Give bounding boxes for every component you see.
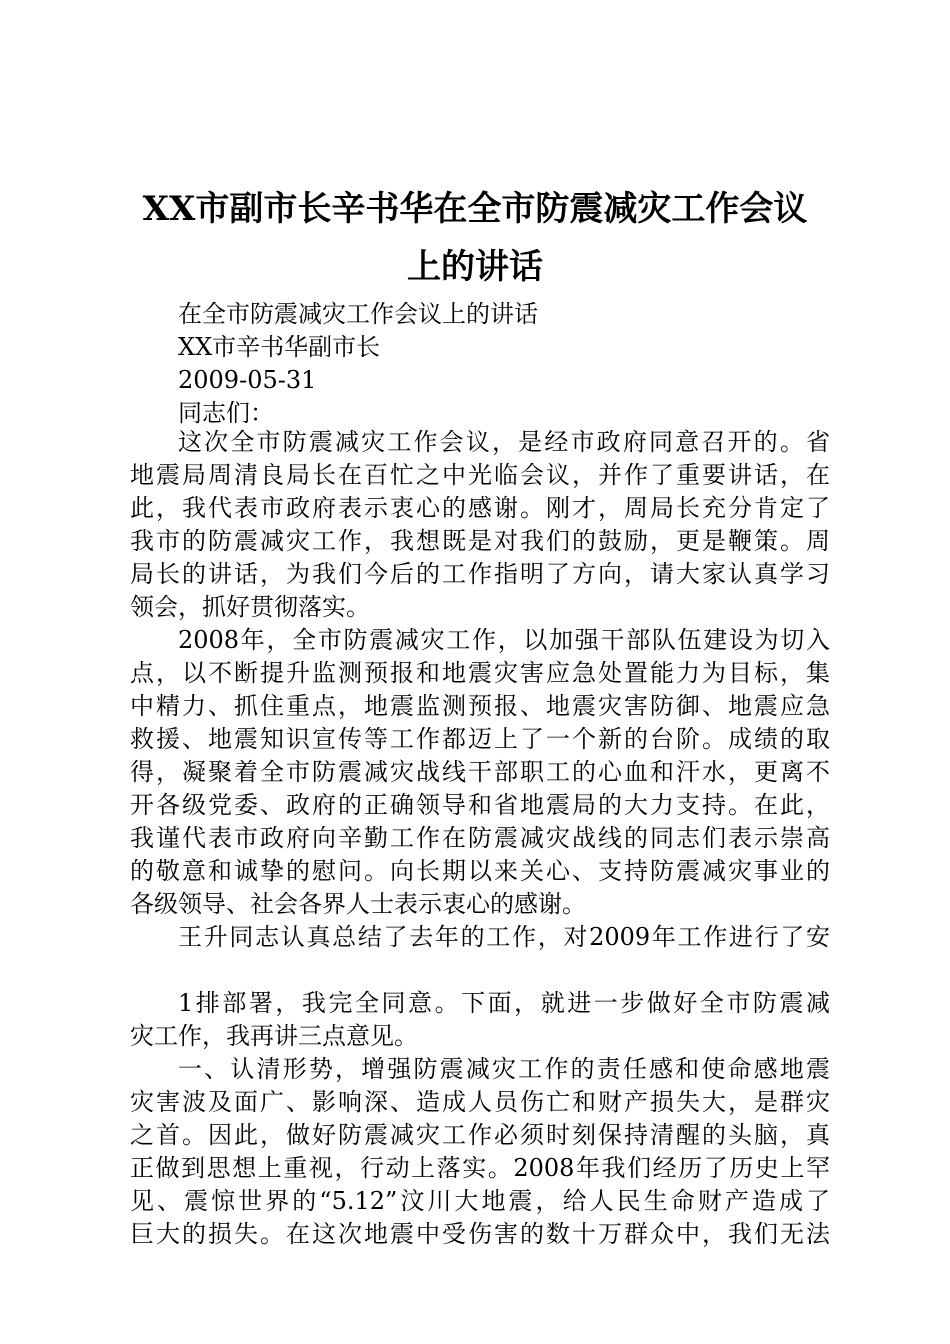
body-line: 救援、地震知识宣传等工作都迈上了一个新的台阶。成绩的取 (130, 725, 830, 753)
body-line: 王升同志认真总结了去年的工作，对2009年工作进行了安 (178, 923, 830, 951)
body-line: 见、震惊世界的“5.12”汶川大地震，给人民生命财产造成了 (130, 1187, 830, 1215)
section-heading-line: 一、认清形势，增强防震减灾工作的责任感和使命感地震 (178, 1055, 830, 1083)
speech-heading: 在全市防震减灾工作会议上的讲话 (178, 300, 538, 328)
body-line: 各级领导、社会各界人士表示衷心的感谢。 (130, 890, 586, 918)
document-title-line-1: XX市副市长辛书华在全市防震减灾工作会议 (142, 189, 808, 229)
body-line: 巨大的损失。在这次地震中受伤害的数十万群众中，我们无法 (130, 1220, 830, 1248)
body-line: 2008年，全市防震减灾工作，以加强干部队伍建设为切入 (178, 626, 830, 654)
body-line: 局长的讲话，为我们今后的工作指明了方向，请大家认真学习 (130, 560, 830, 588)
body-line: 领会，抓好贯彻落实。 (130, 593, 370, 621)
body-line: 得，凝聚着全市防震减灾战线干部职工的心血和汗水，更离不 (130, 758, 830, 786)
body-line: 我谨代表市政府向辛勤工作在防震减灾战线的同志们表示崇高 (130, 824, 830, 852)
body-line: 正做到思想上重视，行动上落实。2008年我们经历了历史上罕 (130, 1154, 830, 1182)
body-line: 之首。因此，做好防震减灾工作必须时刻保持清醒的头脑，真 (130, 1121, 830, 1149)
document-title-line-2: 上的讲话 (407, 247, 543, 287)
body-line: 的敬意和诚挚的慰问。向长期以来关心、支持防震减灾事业的 (130, 857, 830, 885)
body-line: 开各级党委、政府的正确领导和省地震局的大力支持。在此， (130, 791, 830, 819)
body-line: 地震局周清良局长在百忙之中光临会议，并作了重要讲话，在 (130, 461, 830, 489)
body-line: 我市的防震减灾工作，我想既是对我们的鼓励，更是鞭策。周 (130, 527, 830, 555)
body-line: 此，我代表市政府表示衷心的感谢。刚才，周局长充分肯定了 (130, 494, 830, 522)
body-line: 灾害波及面广、影响深、造成人员伤亡和财产损失大，是群灾 (130, 1088, 830, 1116)
speaker-line: XX市辛书华副市长 (178, 333, 381, 361)
body-line: 中精力、抓住重点，地震监测预报、地震灾害防御、地震应急 (130, 692, 830, 720)
salutation: 同志们： (178, 399, 274, 427)
body-line: 这次全市防震减灾工作会议，是经市政府同意召开的。省 (178, 428, 830, 456)
body-line: 点，以不断提升监测预报和地震灾害应急处置能力为目标，集 (130, 659, 830, 687)
body-line: 1排部署，我完全同意。下面，就进一步做好全市防震减 (178, 989, 830, 1017)
date-line: 2009-05-31 (178, 366, 317, 394)
body-line: 灾工作，我再讲三点意见。 (130, 1022, 418, 1050)
